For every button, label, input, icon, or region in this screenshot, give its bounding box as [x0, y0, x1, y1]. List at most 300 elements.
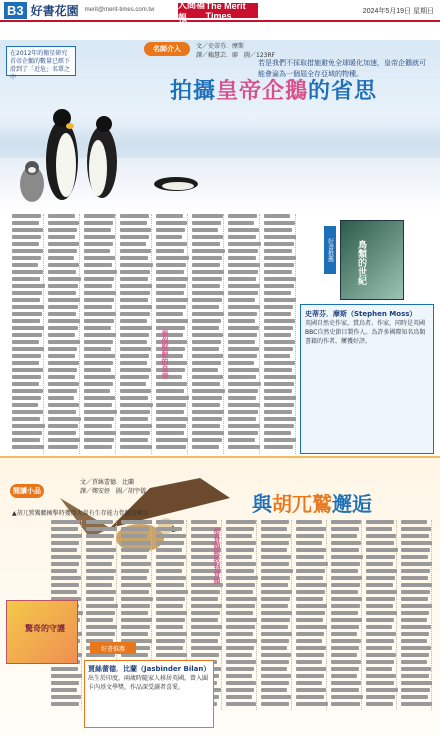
article-body [6, 214, 296, 454]
text-line [401, 646, 431, 650]
text-line [84, 214, 115, 218]
text-column [399, 520, 432, 710]
text-line [48, 375, 75, 379]
text-line [120, 263, 153, 267]
text-line [191, 653, 219, 657]
text-line [121, 632, 148, 636]
text-line [366, 674, 396, 678]
text-line [120, 417, 148, 421]
text-line [121, 534, 147, 538]
text-line [261, 576, 290, 580]
text-line [226, 611, 253, 615]
text-line [156, 382, 187, 386]
text-line [120, 214, 149, 218]
text-line [366, 541, 394, 545]
text-line [120, 354, 149, 358]
text-line [156, 555, 186, 559]
text-line [51, 681, 79, 685]
text-line [84, 291, 116, 295]
text-line [12, 214, 41, 218]
text-line [120, 368, 151, 372]
text-line [192, 305, 219, 309]
text-line [121, 548, 149, 552]
section-name: 好書花園 [30, 3, 79, 18]
text-line [296, 639, 322, 643]
text-line [86, 625, 117, 629]
text-line [296, 660, 322, 664]
text-line [366, 688, 398, 692]
text-line [331, 695, 363, 699]
column-tag: 名師介入 [144, 42, 190, 56]
text-line [12, 368, 43, 372]
text-line [51, 576, 81, 580]
text-line [192, 221, 221, 225]
text-line [226, 541, 256, 545]
text-line [366, 667, 392, 671]
text-line [264, 403, 294, 407]
text-line [228, 221, 254, 225]
text-line [401, 576, 428, 580]
text-line [331, 681, 361, 685]
text-line [228, 445, 260, 449]
text-line [156, 312, 183, 316]
text-line [12, 375, 41, 379]
text-line [156, 403, 186, 407]
text-line [120, 347, 151, 351]
text-line [12, 445, 44, 449]
text-line [48, 256, 74, 260]
text-line [366, 660, 394, 664]
text-line [401, 548, 430, 552]
text-line [261, 674, 291, 678]
text-line [331, 534, 357, 538]
text-line [331, 562, 360, 566]
text-line [261, 702, 289, 706]
text-line [264, 291, 291, 295]
text-line [226, 681, 256, 685]
text-line [84, 389, 110, 393]
text-line [261, 590, 292, 594]
text-line [192, 340, 221, 344]
text-line [84, 438, 114, 442]
text-line [192, 319, 221, 323]
text-line [261, 562, 289, 566]
text-line [296, 569, 325, 573]
text-line [191, 604, 222, 608]
text-line [366, 527, 392, 531]
text-line [192, 354, 223, 358]
text-line [296, 534, 324, 538]
text-line [331, 674, 357, 678]
text-line [156, 221, 187, 225]
text-line [228, 403, 260, 407]
text-line [192, 312, 224, 316]
text-line [401, 541, 432, 545]
topic-box: 在2012年的衛星研究 首帝企鵝的數量已經下滑到了「近危」名單之中 [6, 46, 76, 76]
text-line [120, 431, 150, 435]
byline-2: 文／賈絲蕾德．比蘭 譯／鄭安妤 圖／胡宇儀 [80, 479, 147, 495]
text-line [264, 214, 290, 218]
article2-title: 與胡兀鷲邂逅 [252, 492, 372, 516]
text-line [86, 534, 114, 538]
text-line [401, 534, 429, 538]
text-line [264, 256, 296, 260]
text-line [121, 625, 150, 629]
penguin-lying [154, 177, 198, 191]
page-number: B3 [4, 2, 27, 19]
text-line [228, 263, 260, 267]
author-box-2 [84, 660, 214, 728]
text-line [192, 375, 223, 379]
article-lead: 若是我們不採取措施避免全球暖化加速，皇帝企鵝就可能會淪為一個屆全存亞域的物種。 [258, 59, 426, 78]
text-line [264, 382, 294, 386]
text-line [156, 576, 186, 580]
text-line [12, 235, 41, 239]
text-line [401, 520, 427, 524]
text-column [118, 214, 152, 454]
text-line [192, 298, 222, 302]
text-line [264, 347, 293, 351]
text-line [296, 597, 323, 601]
text-line [48, 347, 77, 351]
text-line [156, 242, 187, 246]
book-cover [340, 220, 404, 300]
text-line [84, 403, 112, 407]
text-line [331, 646, 359, 650]
text-line [86, 611, 115, 615]
text-line [331, 541, 361, 545]
text-line [331, 632, 357, 636]
text-line [120, 270, 150, 274]
text-line [86, 520, 113, 524]
text-line [192, 361, 221, 365]
text-line [228, 228, 259, 232]
text-line [48, 382, 79, 386]
text-line [296, 548, 326, 552]
text-line [331, 597, 362, 601]
text-line [264, 396, 296, 400]
text-line [192, 235, 223, 239]
text-line [261, 604, 288, 608]
text-line [261, 695, 291, 699]
text-line [121, 576, 147, 580]
text-line [331, 555, 363, 559]
text-line [48, 298, 80, 302]
text-line [331, 611, 358, 615]
text-line [120, 361, 147, 365]
text-line [401, 681, 432, 685]
text-line [228, 354, 257, 358]
text-line [120, 249, 151, 253]
text-line [228, 249, 258, 253]
text-line [296, 674, 324, 678]
text-line [401, 618, 427, 622]
text-line [296, 632, 324, 636]
text-line [191, 590, 220, 594]
article-title: 拍攝皇帝企鵝的省思 [170, 79, 378, 104]
text-line [156, 277, 188, 281]
text-line [48, 249, 77, 253]
text-line [401, 597, 428, 601]
text-line [156, 646, 183, 650]
text-line [12, 221, 39, 225]
text-line [120, 235, 149, 239]
text-line [12, 396, 41, 400]
text-line [121, 520, 152, 524]
book-title: 鳥類的世紀 [356, 240, 366, 285]
text-line [84, 312, 116, 316]
author-box [300, 304, 434, 454]
text-line [156, 569, 182, 573]
text-line [156, 431, 184, 435]
text-line [261, 548, 287, 552]
text-line [12, 410, 43, 414]
text-line [228, 347, 259, 351]
text-line [331, 667, 359, 671]
text-line [192, 277, 222, 281]
text-line [48, 438, 80, 442]
text-line [296, 667, 326, 671]
text-line [366, 653, 396, 657]
text-line [296, 611, 325, 615]
text-line [261, 660, 289, 664]
text-line [226, 625, 255, 629]
text-line [261, 611, 292, 615]
text-line [228, 424, 260, 428]
text-line [84, 347, 111, 351]
text-line [12, 389, 43, 393]
text-line [12, 263, 38, 267]
text-line [12, 312, 42, 316]
text-line [191, 597, 218, 601]
text-line [156, 214, 183, 218]
text-line [228, 431, 258, 435]
text-line [48, 340, 80, 344]
text-line [84, 431, 116, 435]
text-line [192, 228, 218, 232]
text-line [331, 604, 360, 608]
text-line [226, 695, 252, 699]
text-line [192, 291, 224, 295]
text-line [401, 674, 429, 678]
text-line [228, 256, 256, 260]
text-line [366, 702, 393, 706]
text-line [331, 639, 361, 643]
text-line [261, 688, 287, 692]
text-line [120, 228, 151, 232]
text-line [156, 548, 182, 552]
text-line [48, 214, 75, 218]
text-line [121, 583, 151, 587]
text-line [51, 688, 77, 692]
text-line [192, 396, 222, 400]
text-line [366, 555, 395, 559]
text-line [156, 562, 184, 566]
text-line [228, 242, 261, 246]
text-line [192, 256, 222, 260]
text-line [12, 417, 40, 421]
text-line [51, 527, 78, 531]
text-line [261, 639, 289, 643]
text-line [156, 445, 186, 449]
text-line [12, 277, 40, 281]
text-line [401, 527, 431, 531]
text-line [51, 548, 77, 552]
text-line [121, 527, 149, 531]
text-line [228, 319, 255, 323]
book-tag-2: 好書推薦 [90, 642, 136, 654]
text-line [192, 410, 224, 414]
text-column [82, 214, 116, 454]
text-line [296, 576, 323, 580]
text-line [366, 632, 396, 636]
author-name: 史蒂芬．摩斯（Stephen Moss） [305, 310, 417, 318]
text-line [296, 681, 322, 685]
text-line [192, 431, 224, 435]
text-line [264, 438, 296, 442]
text-line [228, 298, 255, 302]
text-line [296, 653, 324, 657]
text-line [84, 235, 115, 239]
text-line [192, 438, 222, 442]
text-line [401, 555, 428, 559]
text-line [121, 541, 151, 545]
text-line [84, 263, 112, 267]
photo-caption: ▲胡兀鷲獨鵬擁擊時獲得大量有生存能力骨髓而喙鳥 [12, 510, 149, 517]
text-line [192, 242, 220, 246]
article-subhead: 看似堅韌的皇帝 [161, 330, 169, 379]
text-line [12, 284, 45, 288]
text-line [366, 604, 393, 608]
text-line [401, 611, 429, 615]
text-line [156, 520, 184, 524]
text-line [192, 270, 224, 274]
text-line [366, 583, 393, 587]
text-column [262, 214, 296, 454]
text-line [228, 340, 255, 344]
text-line [331, 569, 358, 573]
text-line [84, 368, 111, 372]
text-line [51, 569, 77, 573]
text-line [296, 618, 323, 622]
section-url[interactable]: merit@merit-times.com.tw [84, 7, 155, 13]
text-column [46, 214, 80, 454]
text-line [48, 354, 75, 358]
text-line [48, 305, 78, 309]
text-line [191, 639, 218, 643]
text-line [12, 361, 39, 365]
text-line [331, 527, 359, 531]
text-line [121, 618, 152, 622]
text-column [226, 214, 260, 454]
text-line [228, 312, 257, 316]
text-line [226, 702, 256, 706]
text-line [296, 646, 326, 650]
text-line [48, 431, 76, 435]
text-line [84, 396, 115, 400]
text-line [261, 625, 288, 629]
text-line [51, 590, 77, 594]
text-line [226, 583, 255, 587]
text-line [120, 277, 148, 281]
text-line [84, 445, 112, 449]
text-line [156, 417, 188, 421]
text-line [264, 228, 292, 232]
text-line [156, 527, 182, 531]
text-line [12, 354, 41, 358]
text-line [264, 333, 291, 337]
byline: 文／史蒂芬．摩斯 譯／賴慧芸．廖 圖／123RF [196, 43, 276, 59]
text-line [48, 403, 79, 407]
text-line [48, 291, 76, 295]
text-line [264, 242, 294, 246]
text-line [48, 396, 74, 400]
text-line [156, 256, 189, 260]
text-line [228, 326, 259, 330]
text-line [228, 214, 257, 218]
text-line [48, 319, 80, 323]
text-line [121, 569, 149, 573]
text-line [264, 319, 295, 323]
text-line [120, 382, 146, 386]
text-line [264, 298, 296, 302]
text-line [192, 333, 223, 337]
text-line [366, 646, 392, 650]
text-column [329, 520, 362, 710]
text-line [366, 590, 397, 594]
text-line [86, 527, 117, 531]
text-line [264, 389, 292, 393]
text-line [121, 611, 148, 615]
text-line [226, 555, 252, 559]
text-line [84, 333, 116, 337]
text-line [12, 319, 40, 323]
text-line [366, 576, 395, 580]
text-line [48, 389, 77, 393]
text-line [120, 438, 148, 442]
text-line [48, 242, 79, 246]
text-line [84, 410, 117, 414]
text-line [12, 256, 41, 260]
text-line [228, 361, 254, 365]
issue-date: 2024年5月19日 星期日 [362, 8, 434, 15]
text-column [364, 520, 397, 710]
text-line [121, 562, 151, 566]
text-line [264, 431, 291, 435]
text-line [48, 263, 79, 267]
text-line [366, 548, 398, 552]
text-line [296, 625, 327, 629]
text-line [156, 410, 184, 414]
text-line [156, 228, 185, 232]
text-line [156, 541, 184, 545]
text-line [120, 221, 147, 225]
book-title-2: 驚奇的守護 [25, 623, 65, 633]
text-line [192, 417, 222, 421]
text-line [120, 312, 150, 316]
column-tag-2: 閱讀小品 [10, 484, 44, 498]
text-line [226, 667, 254, 671]
text-line [228, 382, 261, 386]
text-line [192, 326, 219, 330]
text-line [401, 688, 430, 692]
text-line [48, 445, 78, 449]
text-line [366, 681, 394, 685]
text-line [401, 639, 427, 643]
text-line [121, 555, 147, 559]
text-line [156, 597, 185, 601]
text-column [190, 214, 224, 454]
